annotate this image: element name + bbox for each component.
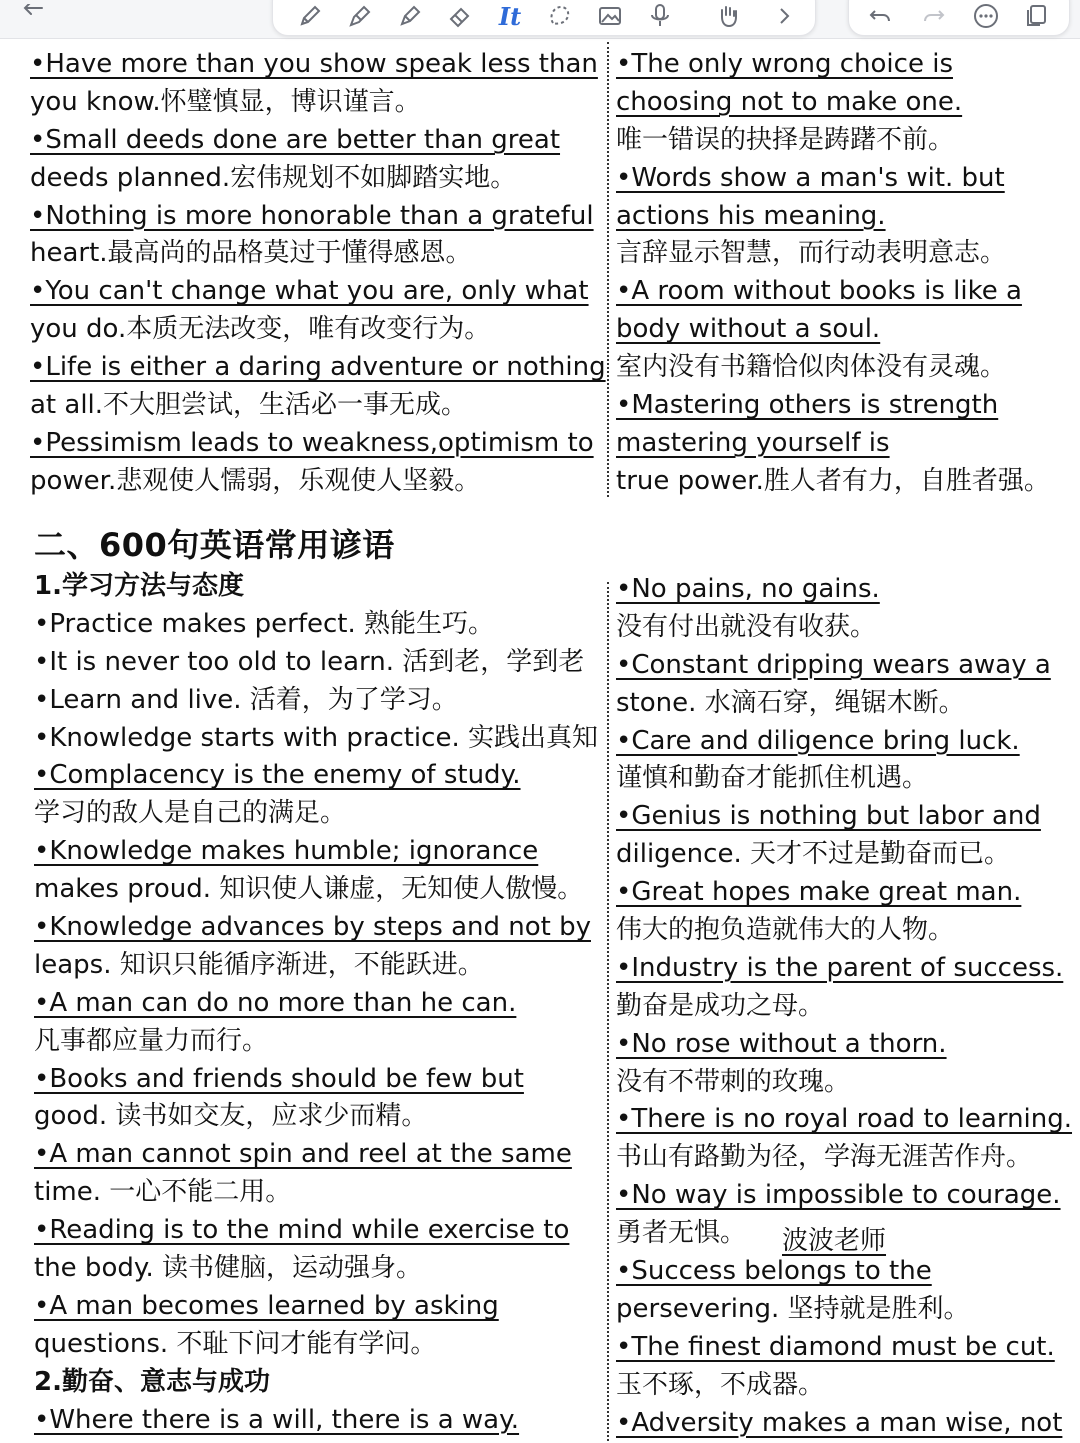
translation-line: 没有付出就没有收获。 xyxy=(616,611,877,642)
proverb-line: choosing not to make one. xyxy=(616,86,963,117)
proverb-line: you do.本质无法改变，唯有改变行为。 xyxy=(30,314,491,345)
proverb-line: •Pessimism leads to weakness,optimism to xyxy=(30,427,594,458)
pen-icon[interactable] xyxy=(295,1,325,31)
translation-line: 勇者无惧。 xyxy=(616,1218,747,1249)
proverb-line: •It is never too old to learn. 活到老，学到老 xyxy=(34,646,585,677)
proverb-line: body without a soul. xyxy=(616,314,881,345)
proverb-line: time. 一心不能二用。 xyxy=(34,1177,292,1208)
column-divider xyxy=(607,42,609,497)
proverb-line: •Learn and live. 活着，为了学习。 xyxy=(34,684,458,715)
proverb-line: •No rose without a thorn. xyxy=(616,1028,947,1059)
proverb-line: good. 读书如交友，应求少而精。 xyxy=(34,1101,428,1132)
author-signature: 波波老师 xyxy=(782,1226,887,1256)
proverb-line: •A man can do no more than he can. xyxy=(34,987,517,1018)
proverb-line: •Life is either a daring adventure or nothing xyxy=(30,352,606,383)
proverb-line: •The finest diamond must be cut. xyxy=(616,1331,1055,1362)
hand-icon[interactable] xyxy=(713,1,743,31)
proverb-line: •Words show a man's wit. but xyxy=(616,162,1005,193)
highlighter-icon[interactable] xyxy=(395,1,425,31)
translation-line: 室内没有书籍恰似肉体没有灵魂。 xyxy=(616,352,1007,383)
proverb-line: •Knowledge advances by steps and not by xyxy=(34,912,591,943)
microphone-icon[interactable] xyxy=(645,1,675,31)
proverb-line: •Where there is a will, there is a way. xyxy=(34,1404,520,1435)
proverb-line: •Care and diligence bring luck. xyxy=(616,725,1020,756)
undo-icon[interactable] xyxy=(865,1,895,31)
proverb-line: •Practice makes perfect. 熟能生巧。 xyxy=(34,608,495,639)
section2-left-column xyxy=(34,568,604,1439)
proverb-line: •A room without books is like a xyxy=(616,276,1022,307)
more-icon[interactable] xyxy=(971,1,1001,31)
section-heading: 二、600句英语常用谚语 xyxy=(34,526,395,564)
subsection-title: 2.勤奋、意志与成功 xyxy=(34,1366,270,1397)
section2-right-column xyxy=(616,571,1076,1442)
proverb-line: actions his meaning. xyxy=(616,200,886,231)
chevron-right-icon[interactable] xyxy=(769,1,799,31)
proverb-line: •Nothing is more honorable than a grateful xyxy=(30,200,594,231)
proverb-line: •Great hopes make great man. xyxy=(616,877,1022,908)
proverb-line: •Small deeds done are better than great xyxy=(30,124,561,155)
proverb-line: mastering yourself is xyxy=(616,427,890,458)
proverb-line: •No way is impossible to courage. xyxy=(616,1180,1061,1211)
proverb-line: makes proud. 知识使人谦虚，无知使人傲慢。 xyxy=(34,874,584,905)
redo-icon[interactable] xyxy=(919,1,949,31)
translation-line: 没有不带刺的玫瑰。 xyxy=(616,1066,851,1097)
translation-line: 学习的敌人是自己的满足。 xyxy=(34,798,347,829)
proverb-line: at all.不大胆尝试，生活必一事无成。 xyxy=(30,390,468,421)
proverb-line: •You can't change what you are, only what xyxy=(30,276,589,307)
proverb-line: •Have more than you show speak less than xyxy=(30,49,598,79)
translation-line: 唯一错误的抉择是踌躇不前。 xyxy=(616,124,955,155)
subsection-title: 1.学习方法与态度 xyxy=(34,571,244,601)
proverb-line: •Complacency is the enemy of study. xyxy=(34,760,521,791)
translation-line: 言辞显示智慧，而行动表明意志。 xyxy=(616,238,1007,269)
proverb-line: diligence. 天才不过是勤奋而已。 xyxy=(616,839,1010,870)
proverb-line: true power.胜人者有力，自胜者强。 xyxy=(616,465,1050,496)
translation-line: 谨慎和勤奋才能抓住机遇。 xyxy=(616,763,929,794)
proverb-line: you know.怀璧慎显，博识谨言。 xyxy=(30,86,421,117)
translation-line: 书山有路勤为径，学海无涯苦作舟。 xyxy=(616,1142,1033,1173)
translation-line: 玉不琢，不成器。 xyxy=(616,1369,825,1400)
lasso-icon[interactable] xyxy=(545,1,575,31)
proverb-line: •The only wrong choice is xyxy=(616,49,953,79)
proverb-line: •Success belongs to the xyxy=(616,1256,932,1287)
pages-icon[interactable] xyxy=(1021,1,1051,31)
proverb-line: •Constant dripping wears away a xyxy=(616,649,1051,680)
app-toolbar xyxy=(0,0,1080,39)
proverb-line: •Genius is nothing but labor and xyxy=(616,801,1041,832)
proverb-line: •Mastering others is strength xyxy=(616,390,999,421)
section1-left-column xyxy=(30,46,606,501)
proverb-line: •No pains, no gains. xyxy=(616,574,880,604)
column-divider xyxy=(607,582,609,1441)
proverb-line: •Books and friends should be few but xyxy=(34,1063,524,1094)
proverb-line: •There is no royal road to learning. xyxy=(616,1104,1073,1135)
translation-line: 勤奋是成功之母。 xyxy=(616,990,825,1021)
marker-icon[interactable] xyxy=(345,1,375,31)
image-icon[interactable] xyxy=(595,1,625,31)
proverb-line: stone. 水滴石穿，绳锯木断。 xyxy=(616,687,965,718)
proverb-line: heart.最高尚的品格莫过于懂得感恩。 xyxy=(30,238,472,269)
text-tool-icon[interactable]: It xyxy=(498,1,522,31)
proverb-line: •Reading is to the mind while exercise to xyxy=(34,1215,570,1246)
proverb-line: power.悲观使人懦弱，乐观使人坚毅。 xyxy=(30,465,481,496)
proverb-line: •Knowledge makes humble; ignorance xyxy=(34,836,539,867)
section1-right-column xyxy=(616,46,1076,501)
translation-line: 凡事都应量力而行。 xyxy=(34,1025,269,1056)
translation-line: 伟大的抱负造就伟大的人物。 xyxy=(616,915,955,946)
proverb-line: leaps. 知识只能循序渐进，不能跃进。 xyxy=(34,949,484,980)
proverb-line: •A man cannot spin and reel at the same xyxy=(34,1139,572,1170)
proverb-line: •Adversity makes a man wise, not xyxy=(616,1407,1063,1438)
proverb-line: •Industry is the parent of success. xyxy=(616,952,1064,983)
proverb-line: •Knowledge starts with practice. 实践出真知 xyxy=(34,722,598,753)
back-arrow-icon[interactable] xyxy=(22,0,62,26)
proverb-line: persevering. 坚持就是胜利。 xyxy=(616,1293,970,1324)
drawing-tools-group xyxy=(272,0,816,36)
proverb-line: questions. 不耻下问才能有学问。 xyxy=(34,1328,437,1359)
edit-actions-group xyxy=(848,0,1070,36)
proverb-line: the body. 读书健脑，运动强身。 xyxy=(34,1253,423,1284)
eraser-icon[interactable] xyxy=(445,1,475,31)
proverb-line: •A man becomes learned by asking xyxy=(34,1290,499,1321)
proverb-line: deeds planned.宏伟规划不如脚踏实地。 xyxy=(30,162,517,193)
